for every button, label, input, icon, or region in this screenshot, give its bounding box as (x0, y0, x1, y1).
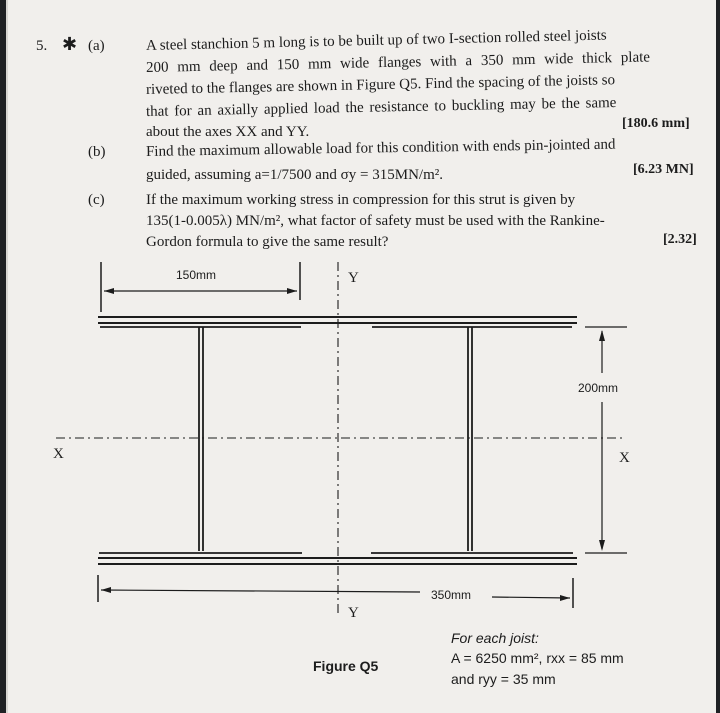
part-b-line-1: Find the maximum allowable load for this condition with ends pin-jointed and (145, 136, 616, 160)
dim-350-arrow-right (560, 595, 570, 601)
joist-properties-line-2: and ryy = 35 mm (451, 671, 556, 687)
part-c-line-2: 135(1-0.005λ) MN/m², what factor of safety must be used with the Rankine- (146, 213, 605, 229)
dim-200-arrow-top (599, 330, 605, 341)
dim-350-line-left (101, 590, 420, 592)
part-c-line-1: If the maximum working stress in compression for this strut is given by (146, 192, 576, 208)
x-axis-label-left: X (53, 446, 64, 462)
y-axis-label-top: Y (348, 270, 359, 286)
dim-150-arrow-left (104, 288, 114, 294)
dim-200-arrow-bottom (599, 540, 605, 551)
part-a-line-2: 200 mm deep and 150 mm wide flanges with a 350 mm wide thick plate (145, 49, 651, 76)
joist-properties-heading: For each joist: (451, 630, 539, 646)
part-c-answer: [2.32] (663, 232, 697, 247)
part-a-answer: [180.6 mm] (622, 116, 690, 131)
dim-350-line-right (492, 597, 570, 598)
dim-200-label: 200mm (578, 381, 619, 395)
part-b-label: (b) (88, 144, 106, 160)
part-a-line-4: that for an axially applied load the resistance to buckling may be the same (145, 94, 617, 120)
part-a-line-3: riveted to the flanges are shown in Figure Q5. Find the spacing of the joists so (145, 72, 616, 98)
figure-caption: Figure Q5 (313, 658, 379, 674)
part-b-answer: [6.23 MN] (633, 162, 694, 177)
question-number: 5. (36, 38, 48, 54)
part-a-line-1: A steel stanchion 5 m long is to be built up of two I-section rolled steel joists (145, 27, 607, 54)
joist-properties-line-1: A = 6250 mm², rxx = 85 mm (451, 650, 624, 666)
part-a-line-5: about the axes XX and YY. (146, 124, 310, 140)
part-c-label: (c) (88, 192, 105, 208)
dim-150-label: 150mm (176, 268, 217, 282)
x-axis-label-right: X (619, 450, 630, 466)
y-axis-label-bottom: Y (348, 605, 359, 621)
dim-350-arrow-left (101, 587, 111, 593)
part-b-line-2: guided, assuming a=1/7500 and σy = 315MN/m². (146, 167, 443, 183)
dim-150-arrow-right (287, 288, 297, 294)
part-c-line-3: Gordon formula to give the same result? (146, 234, 389, 250)
star-mark-icon: ✱ (62, 34, 78, 54)
part-a-label: (a) (88, 38, 105, 54)
dim-350-label: 350mm (431, 588, 472, 602)
